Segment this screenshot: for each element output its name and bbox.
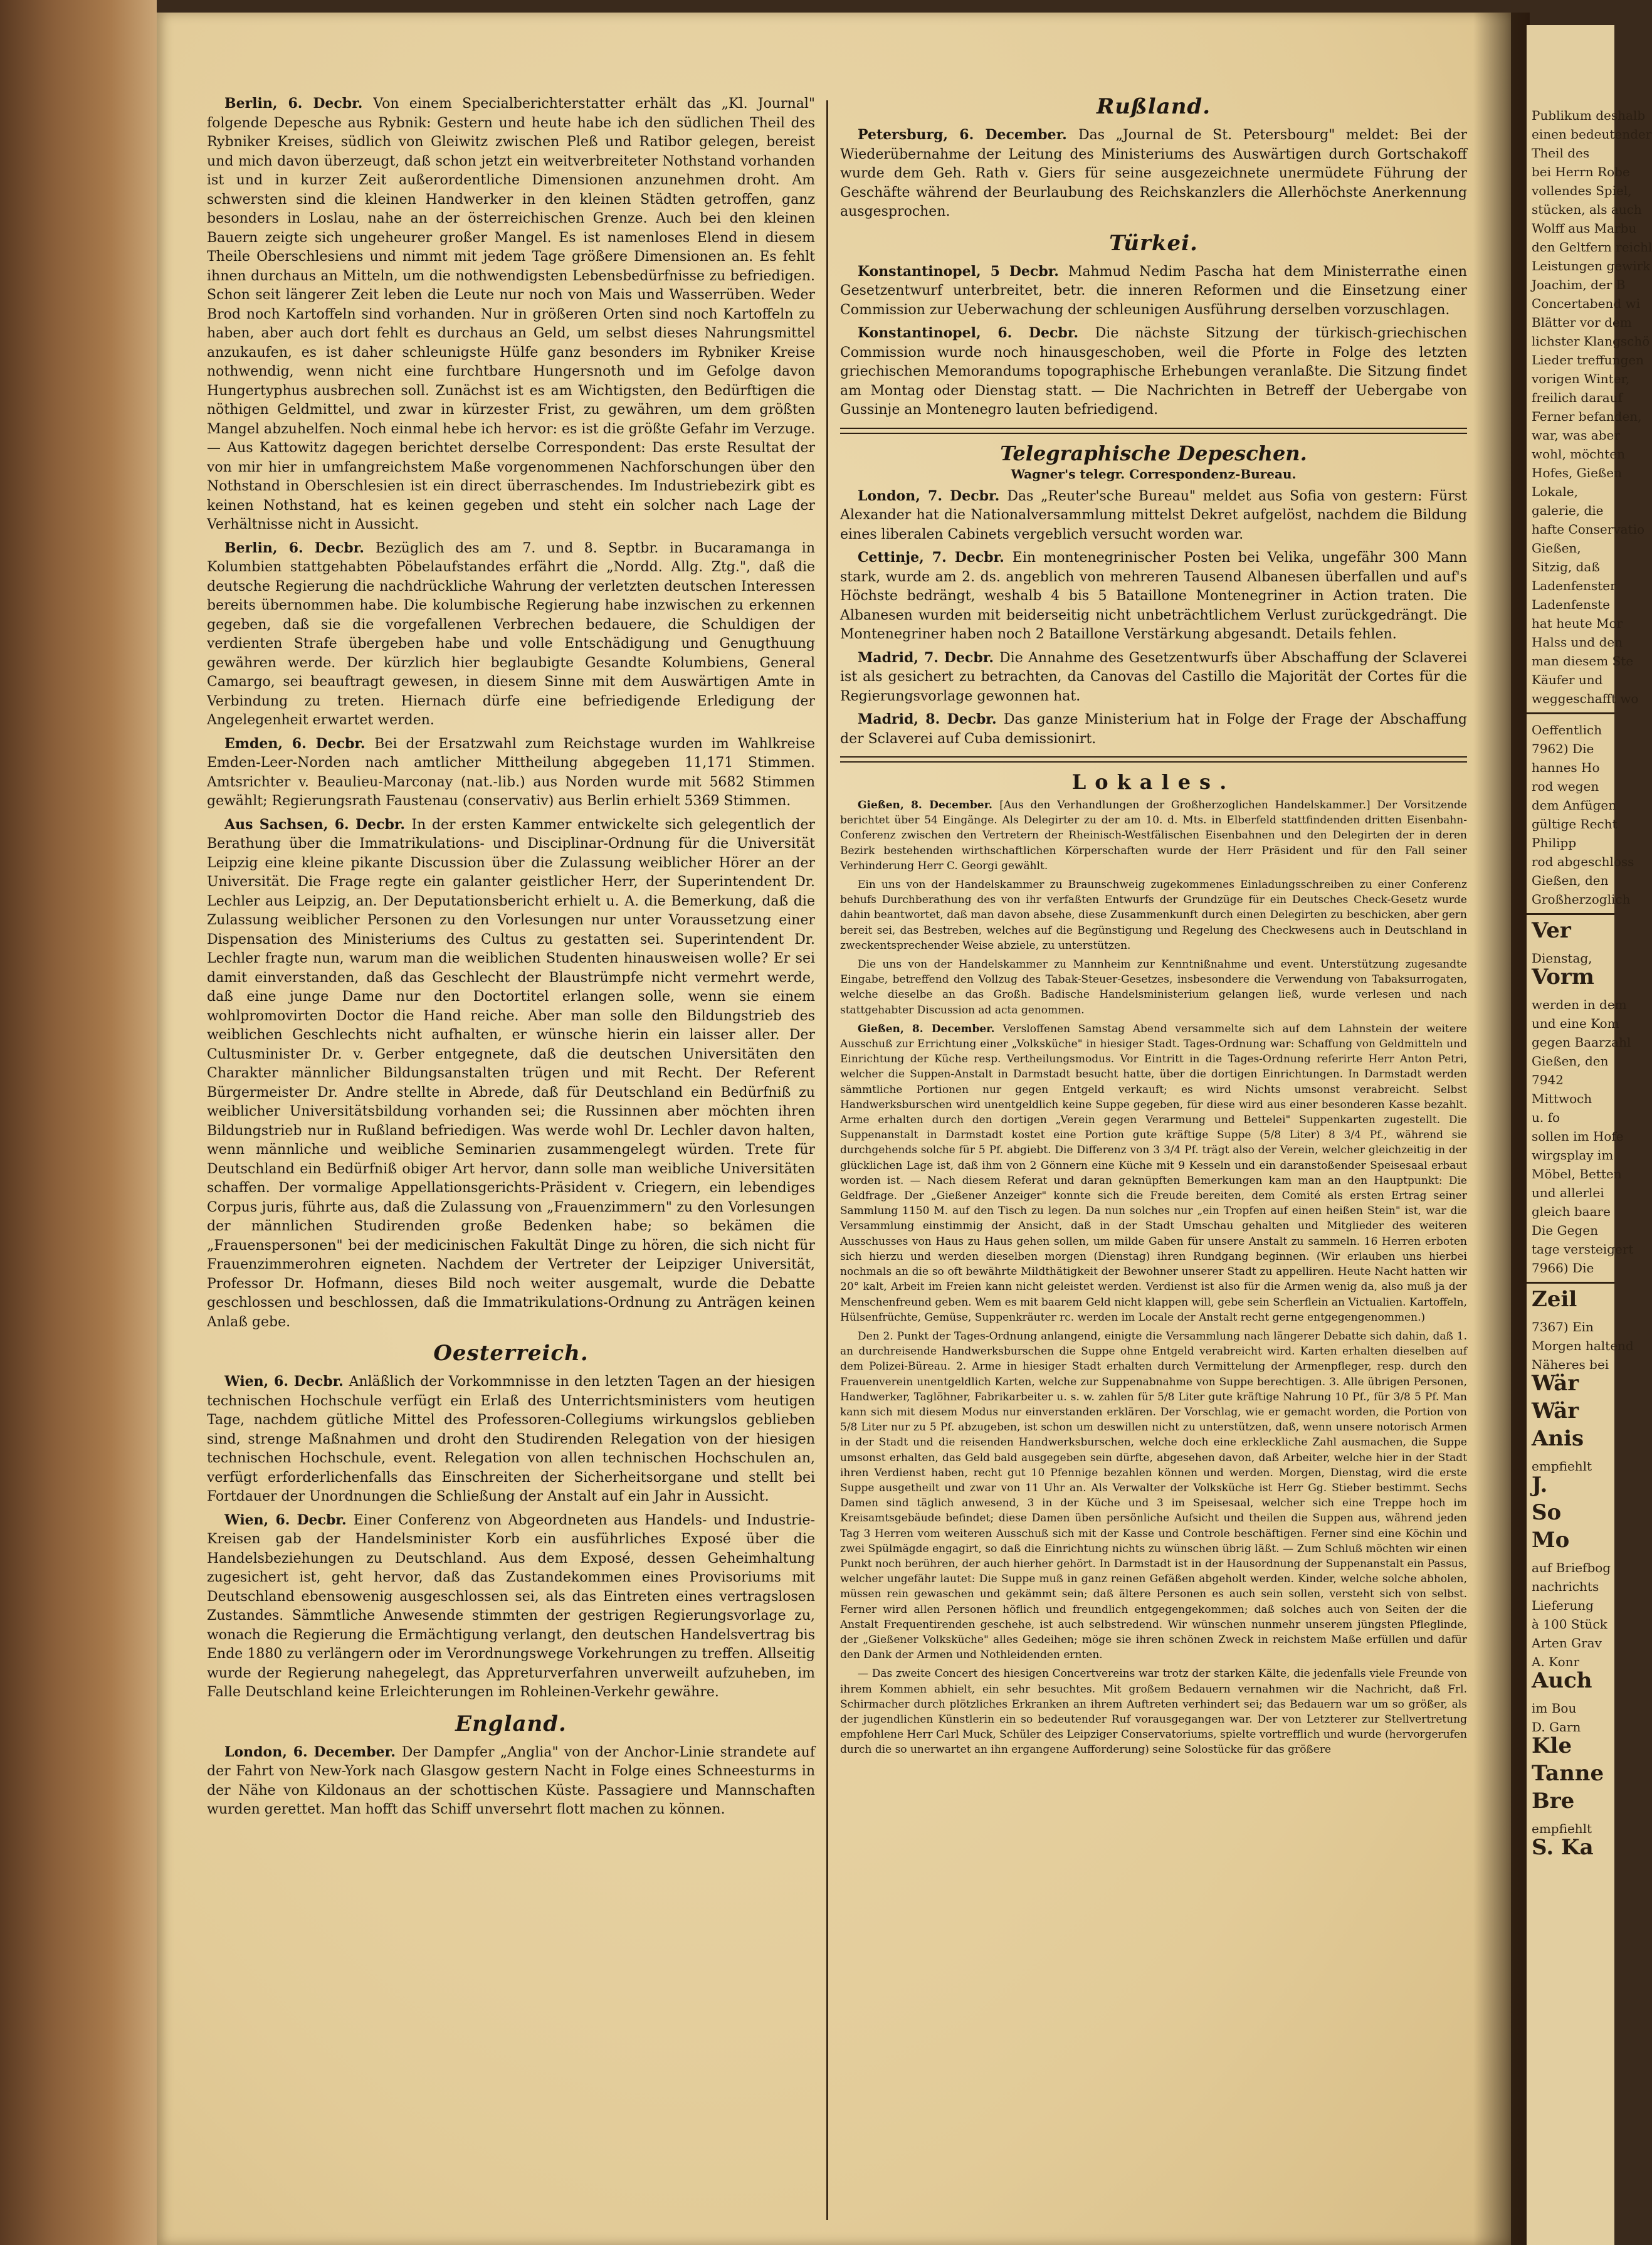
- adjacent-page-text: werden in dem: [1532, 997, 1627, 1012]
- news-paragraph: [840, 957, 1467, 1018]
- adjacent-page-text: Anis: [1532, 1426, 1584, 1451]
- adjacent-page-text: Hofes, Gießen: [1532, 465, 1622, 480]
- adjacent-page-text: Gießen, den: [1532, 1054, 1609, 1069]
- adjacent-page-text: u. fo: [1532, 1110, 1560, 1125]
- adjacent-page-text: tage versteigert: [1532, 1242, 1634, 1257]
- adjacent-page-text: Sitzig, daß: [1532, 559, 1600, 574]
- adjacent-page-text: Bre: [1532, 1788, 1575, 1814]
- news-paragraph: [207, 539, 815, 731]
- dateline: Petersburg, 6. December.: [858, 127, 1078, 143]
- paragraph-text: Das ganze Ministerium hat in Folge der Frage der Abschaffung der Sclaverei auf Cuba demissionirt.: [840, 712, 1467, 747]
- adjacent-page-text: hannes Ho: [1532, 760, 1600, 775]
- adjacent-page-text: lichster Klangschö: [1532, 334, 1650, 349]
- adjacent-page-text: auf Briefbog: [1532, 1560, 1611, 1575]
- adjacent-page-text: man diesem Ste: [1532, 653, 1634, 668]
- adjacent-page-text: Morgen haltend: [1532, 1338, 1634, 1353]
- adjacent-page-text: gültige Recht: [1532, 816, 1618, 832]
- adjacent-page-rule: [1527, 913, 1614, 915]
- dateline: London, 6. December.: [224, 1743, 402, 1760]
- dateline: Wien, 6. Decbr.: [224, 1373, 349, 1390]
- news-paragraph: [840, 487, 1467, 545]
- adjacent-page-text: 7942: [1532, 1072, 1564, 1087]
- section-divider: [840, 756, 1467, 763]
- adjacent-page-text: Joachim, der B: [1532, 277, 1626, 292]
- adjacent-page-text: und allerlei: [1532, 1185, 1604, 1200]
- middle-column: [840, 94, 1467, 1762]
- paragraph-text: Versloffenen Samstag Abend versammelte sich auf dem Lahnstein der weitere Ausschuß zur Errichtung einer „Volksküche" in hiesiger Stadt. Tages-Ordnung war: Schaffung von Geldmitteln und Einrichtung der Küche resp. Vertheilungsmodus. Vor Eintritt in die Tages-Ordnung referirte Herr Anton Petri, welcher die Suppen-Anstalt in Darmstadt besucht hatte, über die dortigen Einrichtungen. In Darmstadt werden sämmtliche Portionen nur gegen Entgeld verkauft; es wird Nichts umsonst verabreicht. Selbst Handwerksburschen wird unentgeldlich keine Suppe gegeben, für diese wird aus einer besonderen Kasse bezahlt. Arme erhalten durch den dortigen „Verein gegen Verarmung und Bettelei" Suppenkarten zugestellt. Die Suppenanstalt in Darmstadt kostet eine Portion gute kräftige Suppe (5/8 Liter) 8 3/4 Pf., während sie durchgehends solche für 5 Pf. abgiebt. Die Differenz von 3 3/4 Pf. trägt also der Verein, welcher gleichzeitig in der glücklichen Lage ist, daß ihm von 2 Gönnern eine Küche mit 9 Kesseln und ein daranstoßender Speisesaal erbaut worden ist. — Nach diesem Referat und daran geknüpften Bemerkungen kam man an den Hauptpunkt: Die Geldfrage. Der „Gießener Anzeiger" konnte sich die Freude bereiten, dem Comité als ersten Ertrag seiner Sammlung 1150 M. auf den Tisch zu legen. Da nun solches nur „ein Tropfen auf einen heißen Stein" ist, war die Versammlung einstimmig der Ansicht, daß in der Stadt Umschau gehalten und Mitglieder des weiteren Ausschusses von Haus zu Haus gehen sollen, um milde Gaben für unsere Anstalt zu sammeln. 16 Herren erboten sich hierzu und werden dieselben morgen (Dienstag) ihren Rundgang beginnen. (Wir erlauben uns hierbei nochmals an die so oft bewährte Mildthätigkeit der Bewohner unserer Stadt zu appelliren. Heute Nacht hatten wir 20° kalt, Arbeit im Freien kann nicht geleistet werden. Verdienst ist also für die Armen wenig da, also muß ja der Menschenfreund geben. Wem es mit baarem Geld nicht klappen will, gebe sein Scherflein an Victualien. Kartoffeln, Hülsenfrüchte, Gemüse, Suppenkräuter rc. werden im Locale der Anstalt recht gerne entgegengenommen.): [840, 1022, 1467, 1324]
- adjacent-page-text: wirgsplay im: [1532, 1148, 1614, 1163]
- adjacent-page-text: Wolff aus Marbu: [1532, 221, 1637, 236]
- dateline: Berlin, 6. Decbr.: [224, 539, 376, 556]
- section-heading-oesterreich: Oesterreich.: [433, 1341, 589, 1366]
- dateline: Gießen, 8. December.: [858, 1022, 1003, 1035]
- adjacent-page-text: A. Konr: [1532, 1654, 1580, 1669]
- adjacent-page-text: So: [1532, 1500, 1562, 1525]
- adjacent-page-text: Vorm: [1532, 964, 1594, 990]
- adjacent-page-text: rod abgeschloss: [1532, 854, 1634, 869]
- telegraphische-paragraphs: [840, 487, 1467, 749]
- left-column: [207, 94, 815, 1824]
- paragraph-text: In der ersten Kammer entwickelte sich gelegentlich der Berathung über die Immatrikulations- und Disciplinar-Ordnung für die Universität Leipzig eine kleine pikante Discussion über die Zulassung weiblicher Hörer an der Universität. Die Frage regte ein galanter geistlicher Herr, der Superintendent Dr. Lechler aus Leipzig, an. Der Deputationsbericht erhielt u. A. die Bemerkung, daß die Zulassung weiblicher Personen zu den Vorlesungen nur unter Voraussetzung einer Dispensation des Ministeriums des Cultus zu gestatten sei. Superintendent Dr. Lechler fragte nun, warum man die weiblichen Studenten hinausweisen wolle? Er sei damit einverstanden, daß das Geschlecht der Blaustrümpfe nicht vermehrt werde, daß eine junge Dame nur den Doctortitel erlangen solle, wenn sie einem wohlpromovirten Doctor die Hand reiche. Aber man solle den Bildungstrieb des weiblichen Geschlechts nicht aufhalten, er wünsche hierin ein laisser aller. Der Cultusminister Dr. v. Gerber entgegnete, daß die deutschen Universitäten den Charakter männlicher Bildungsanstalten trügen und mit Recht. Der Referent Bürgermeister Dr. Andre stellte in Abrede, daß für Deutschland ein Bedürfniß zu weiblicher Universitätsbildung vorhanden sei; die Russinnen aber möchten ihren Bildungstrieb nur in Rußland befriedigen. Was werde wohl Dr. Lechler davon halten, wenn männliche und weibliche Seminarien zusammengelegt würden. Trete für Deutschland ein Bedürfniß obiger Art hervor, dann solle man weibliche Universitäten schaffen. Der vormalige Appellationsgerichts-Präsident v. Criegern, ein lebendiges Corpus juris, führte aus, daß die Zulassung von „Frauenzimmern" zu den Vorlesungen der männlichen Studirenden große Bedenken habe; so bekämen die „Frauenspersonen" bei der medicinischen Fakultät Dinge zu hören, die sich nicht für Frauenzimmerohren eigneten. Nachdem der Vertreter der Leipziger Universität, Professor Dr. Hofmann, dieses Bild noch weiter ausgemalt, wurde die Debatte geschlossen und beschlossen, daß die Immatrikulations-Ordnung zu Anträgen keinen Anlaß gebe.: [207, 816, 815, 1330]
- adjacent-page-text: Arten Grav: [1532, 1635, 1602, 1651]
- paragraph-text: Das „Journal de St. Petersbourg" meldet: Bei der Wiederübernahme der Leitung des Ministeriums des Auswärtigen durch Gortschakoff wurde dem Geh. Rath v. Giers für seine ausgezeichnete unermüdete Führung der Geschäfte während der Beurlaubung des Reichskanzlers die Allerhöchste Anerkennung ausgesprochen.: [840, 127, 1467, 219]
- section-divider: [840, 428, 1467, 434]
- paragraph-text: Von einem Specialberichterstatter erhält das „Kl. Journal" folgende Depesche aus Rybnik: Gestern und heute habe ich den südlichen Theil des Rybniker Kreises, südlich von Gleiwitz zwischen Pleß und Ratibor gelegen, bereist und mich davon überzeugt, daß schon jetzt ein weitverbreiteter Nothstand vorhanden ist und in kurzer Zeit außerordentliche Dimensionen anzunehmen droht. Am schwersten sind die kleinen Handwerker in den kleinen Städten getroffen, ganz besonders in Loslau, nahe an der österreichischen Grenze. Auch bei den kleinen Bauern zeigte sich ungeheurer großer Mangel. Es ist namenloses Elend in diesem Theile Oberschlesiens und nimmt mit jedem Tage größere Dimensionen an. Es fehlt ihnen durchaus an Mitteln, um die nothwendigsten Lebensbedürfnisse zu befriedigen. Schon seit längerer Zeit leben die Leute nur noch von Mais und Wasserrüben. Weder Brod noch Kartoffeln sind vorhanden. Nur in größeren Orten sind noch Kartoffeln zu haben, aber auch dort fehlt es durchaus an Geld, um selbst dieses Nahrungsmittel anzukaufen, es ist daher schleunigste Hülfe ganz besonders im Rybniker Kreise nothwendig, wenn nicht eine furchtbare Hungersnoth und im Gefolge davon Hungertyphus ausbrechen soll. Zunächst ist es am Wichtigsten, den Bedürftigen die nöthigen Geldmittel, und zwar in kürzester Frist, zu gewähren, um dem größten Mangel abzuhelfen. Noch einmal hebe ich hervor: es ist die größte Gefahr im Verzuge. — Aus Kattowitz dagegen berichtet derselbe Correspondent: Das erste Resultat der von mir hier in umfangreichstem Maße vorgenommenen Nachforschungen über den Nothstand in Oberschlesien ist ein direct überraschendes. Im Industriebezirk gibt es keinen Nothstand, hat es keinen gegeben und steht ein solcher nach Lage der Verhältnisse nicht in Aussicht.: [207, 96, 815, 532]
- paragraph-text: Die uns von der Handelskammer zu Mannheim zur Kenntnißnahme und event. Unterstützung zugesandte Eingabe, betreffend den Vollzug des Tabak-Steuer-Gesetzes, insbesondere die Verwendung von Tabaksurrogaten, welche dieselbe an das Großh. Badische Handelsministerium gelangen ließ, wurde verlesen und nach stattgehabter Discussion ad acta genommen.: [840, 958, 1467, 1017]
- adjacent-page-text: Zeil: [1532, 1287, 1577, 1312]
- adjacent-page-text: hat heute Mor: [1532, 616, 1623, 631]
- adjacent-page-rule: [1527, 1282, 1614, 1284]
- section-heading-lokales: Lokales.: [1071, 770, 1236, 794]
- news-paragraph: [840, 648, 1467, 707]
- paragraph-text: Ein uns von der Handelskammer zu Braunschweig zugekommenes Einladungsschreiben zu einer Conferenz behufs Durchberathung des von ihr verfaßten Entwurfs der Grundzüge für ein Deutsches Check-Gesetz wurde dahin beantwortet, daß man davon absehe, diese Zusammenkunft durch einen Delegirten zu beschicken, aber gern bereit sei, das Bestreben, welches auf die Begünstigung und Regelung des Checkwesens auch in Deutschland in zweckentsprechender Weise abziele, zu unterstützen.: [840, 879, 1467, 952]
- news-paragraph: [840, 798, 1467, 874]
- adjacent-page-text: Ferner befanden,: [1532, 409, 1642, 424]
- paragraph-text: Das „Reuter'sche Bureau" meldet aus Sofia von gestern: Fürst Alexander hat die Nationalversammlung mittelst Dekret aufgelöst, nachdem die Bildung eines liberalen Cabinets vergeblich versucht worden war.: [840, 488, 1467, 542]
- adjacent-page-text: sollen im Hofe: [1532, 1129, 1624, 1144]
- paragraph-text: Der Dampfer „Anglia" von der Anchor-Linie strandete auf der Fahrt von New-York nach Glasgow gestern Nacht in Folge eines Schneesturms in der Nähe von Kildonaus an der schottischen Küste. Passagiere und Mannschaften wurden gerettet. Man hofft das Schiff unversehrt flott machen zu können.: [207, 1744, 815, 1817]
- dateline: London, 7. Decbr.: [858, 487, 1008, 504]
- adjacent-page-text: war, was aber: [1532, 428, 1620, 443]
- adjacent-page-text: J.: [1532, 1472, 1548, 1498]
- adjacent-page-text: D. Garn: [1532, 1719, 1581, 1735]
- section-heading-tuerkei: Türkei.: [1109, 230, 1198, 256]
- adjacent-page-text: Auch: [1532, 1668, 1592, 1693]
- adjacent-page-text: Halss und den: [1532, 635, 1623, 650]
- adjacent-page-text: Blätter vor dem: [1532, 315, 1632, 330]
- dateline: Aus Sachsen, 6. Decbr.: [224, 816, 412, 833]
- adjacent-page-text: Leistungen gewirk: [1532, 258, 1651, 273]
- dateline: Gießen, 8. December.: [858, 799, 1000, 811]
- adjacent-page-text: weggeschafft wo: [1532, 691, 1639, 706]
- adjacent-page-text: Ladenfenster: [1532, 578, 1616, 593]
- page-gutter-shadow: [1473, 13, 1530, 2245]
- adjacent-page-rule: [1527, 712, 1614, 714]
- section-heading-telegraphische: Telegraphische Depeschen.: [1000, 441, 1307, 465]
- adjacent-page-text: Tanne: [1532, 1761, 1604, 1786]
- adjacent-page-text: und eine Kom: [1532, 1016, 1619, 1031]
- paragraph-text: Einer Conferenz von Abgeordneten aus Handels- und Industrie-Kreisen gab der Handelsminister Korb ein ausführliches Exposé über die Handelsbeziehungen zu Deutschland. Aus dem Exposé, dessen Geheimhaltung zugesichert ist, geht hervor, daß das Zustandekommen eines Provisoriums mit Deutschland ebensowenig ausgeschlossen sei, als das Eintreten eines vertragslosen Zustandes. Sämmtliche Anwesende stimmten der gestrigen Regierungsvorlage zu, wonach die Regierung die Ermächtigung verlangt, den deutschen Handelsvertrag bis Ende 1880 zu verlängern oder im Verordnungswege Vorkehrungen zu treffen. Allseitig wurde der Regierung nahegelegt, das Appreturverfahren unverweilt aufzuheben, im Falle Deutschland keine Erleichterungen im Rohleinen-Verkehr gewähre.: [207, 1512, 816, 1700]
- paragraph-text: Bei der Ersatzwahl zum Reichstage wurden im Wahlkreise Emden-Leer-Norden nach amtlicher Mittheilung abgegeben 11,171 Stimmen. Amtsrichter v. Beaulieu-Marconay (nat.-lib.) aus Norden wurde mit 5682 Stimmen gewählt; Regierungsrath Faustenau (conservativ) aus Berlin erhielt 5369 Stimmen.: [207, 736, 815, 809]
- adjacent-page-text: Lieder treffungen: [1532, 352, 1644, 367]
- column-rule: [826, 100, 828, 2220]
- paragraph-text: Den 2. Punkt der Tages-Ordnung anlangend, einigte die Versammlung nach längerer Debatte sich dahin, daß 1. an durchreisende Handwerksburschen die Suppe ohne Entgeld verabreicht wird. Karten erhalten dieselben auf dem Polizei-Büreau. 2. Arme in hiesiger Stadt erhalten durch Vermittelung der Armenpfleger, resp. durch den Frauenverein unentgeldlich Karten, welche zur Suppenabnahme von Suppe berechtigen. 3. Alle übrigen Personen, Handwerker, Taglöhner, Fabrikarbeiter u. s. w. zahlen für 5/8 Liter gute kräftige Nahrung 10 Pf., für 3/8 5 Pf. Man kann sich mit diesem Modus nur einverstanden erklären. Der Vorschlag, wie er gemacht worden, die Portion von 5/8 Liter nur zu 5 Pf. abzugeben, ist schon um deswillen nicht zu unterstützen, daß, wenn unsere notorisch Armen in der Stadt und die reisenden Handwerksburschen, welche doch eine erkleckliche Zahl ausmachen, die Suppe umsonst erhalten, das Geld bald ausgegeben sein dürfte, abgesehen davon, daß Arbeiter, welche hier in der Stadt ihren Verdienst haben, recht gut 10 Pfennige bezahlen können und werden. Morgen, Dienstag, wird die erste Suppe ausgetheilt und zwar von 11 Uhr an. Als Verwalter der Volksküche ist Herr Gg. Stieber bestimmt. Sechs Damen sind täglich anwesend, 3 in der Küche und 3 im Speisesaal, welcher sich eine Treppe hoch im Kreisamtsgebäude befindet; diese Damen üben persönliche Aufsicht und theilen die Suppen aus, während jeden Tag 3 Herren vom weiteren Ausschuß sich mit der Kasse und Controle beschäftigen. Ferner sind eine Köchin und zwei Spülmägde engagirt, so daß die Einrichtung nichts zu wünschen übrig läßt. — Zum Schluß möchten wir einen Punkt noch berühren, der auch hierher gehört. In Darmstadt ist in der Hausordnung der Suppenanstalt ein Passus, welcher ungefähr lautet: Die Suppe muß in ganz reinen Gefäßen abgeholt werden. Kinder, welche solche abholen, müssen rein gewaschen und gekämmt sein; daß ältere Personen es auch sein sollen, versteht sich von selbst. Ferner wird allen Personen höflich und freundlich entgegengekommen; daß solches auch von Seiten der die Anstalt Frequentirenden geschehe, ist auch selbstredend. Wir wünschen nunmehr unserem jüngsten Pfleglinde, der „Gießener Volksküche" alles Gedeihen; möge sie ihren schönen Zweck in reichstem Maße erfüllen und dafür den Dank der Armen und Nothleidenden ernten.: [840, 1329, 1467, 1662]
- adjacent-page-text: à 100 Stück: [1532, 1617, 1607, 1632]
- paragraph-text: — Das zweite Concert des hiesigen Concertvereins war trotz der starken Kälte, die jedenfalls viele Freunde von ihrem Kommen abhielt, ein sehr besuchtes. Mit großem Bedauern vernahmen wir die Nachricht, daß Frl. Schirmacher durch plötzliches Erkranken an ihrem Auftreten verhindert sei; das Bedauern war um so größer, als der jugendlichen Künstlerin ein so bedeutender Ruf vorausgegangen war. Der von Letzterer zur Stellvertretung empfohlene Herr Carl Muck, Schüler des Leipziger Conservatoriums, spielte vortrefflich und wurde (hervorgerufen durch die so unerwartet an ihn ergangene Aufforderung) seine Solostücke für das größere: [840, 1667, 1467, 1756]
- news-paragraph: [207, 1372, 815, 1507]
- adjacent-page-text: vollendes Spiel,: [1532, 183, 1632, 198]
- news-paragraph: [840, 262, 1467, 320]
- adjacent-page-text: Oeffentlich: [1532, 722, 1602, 737]
- adjacent-page-text: Wär: [1532, 1371, 1579, 1396]
- paragraph-text: Mahmud Nedim Pascha hat dem Ministerrathe einen Gesetzentwurf unterbreitet, betr. die inneren Reformen und die Einsetzung einer Commission zur Ueberwachung der schleunigen Ausführung derselben vorzuschlagen.: [840, 263, 1468, 318]
- paragraph-text: Bezüglich des am 7. und 8. Septbr. in Bucaramanga in Kolumbien stattgehabten Pöbelaufstandes erfährt die „Nordd. Allg. Ztg.", daß die deutsche Regierung die nachdrückliche Wahrung der verletzten deutschen Interessen bereits übernommen habe. Die kolumbische Regierung habe inzwischen zu erkennen gegeben, daß sie die vorgefallenen Verbrechen bedauere, die Schuldigen der verdienten Strafe übergeben habe und volle Entschädigung und Genugthuung gewähren werde. Der kürzlich hier beglaubigte Gesandte Kolumbiens, General Camargo, sei beauftragt gewesen, in diesem Sinne mit dem Auswärtigen Amte in Verbindung zu treten. Hiernach dürfe eine befriedigende Erledigung der Angelegenheit erwartet werden.: [207, 540, 815, 728]
- adjacent-page-text: Theil des: [1532, 145, 1590, 161]
- dateline: Berlin, 6. Decbr.: [224, 95, 374, 112]
- dateline: Wien, 6. Decbr.: [224, 1511, 354, 1528]
- news-paragraph: [207, 815, 815, 1333]
- paragraph-text: Anläßlich der Vorkommnisse in den letzten Tagen an der hiesigen technischen Hochschule verfügt ein Erlaß des Unterrichtsministers vom heutigen Tage, nachdem gütliche Mittel des Professoren-Collegiums wirkungslos geblieben sind, strenge Maßnahmen und droht den Studirenden Relegation von der hiesigen technischen Hochschule, event. Relegation von allen technischen Hochschulen an, verfügt erforderlichenfalls das Einschreiten der Sicherheitsorgane und stellt bei Fortdauer der Unordnungen die Schließung der Anstalt auf ein Jahr in Aussicht.: [207, 1374, 815, 1504]
- russland-paragraphs: [840, 125, 1467, 222]
- news-paragraph: [207, 94, 815, 535]
- adjacent-page-text: S. Ka: [1532, 1835, 1594, 1860]
- news-paragraph: [840, 1666, 1467, 1757]
- oesterreich-paragraphs: [207, 1372, 815, 1703]
- adjacent-page-text: einen bedeutender: [1532, 127, 1652, 142]
- section-heading-england: England.: [455, 1711, 567, 1736]
- news-paragraph: [840, 548, 1467, 645]
- adjacent-page-text: freilich darauf: [1532, 390, 1623, 405]
- adjacent-page-text: Dienstag,: [1532, 951, 1592, 966]
- news-paragraph: [207, 734, 815, 811]
- adjacent-page-text: Kle: [1532, 1733, 1572, 1758]
- dateline: Madrid, 8. Decbr.: [858, 711, 1004, 727]
- adjacent-page-text: gleich baare: [1532, 1204, 1611, 1219]
- adjacent-page-text: im Bou: [1532, 1701, 1577, 1716]
- adjacent-page-text: empfiehlt: [1532, 1459, 1592, 1474]
- section-heading-russland: Rußland.: [1096, 94, 1211, 119]
- adjacent-page-text: empfiehlt: [1532, 1821, 1592, 1836]
- telegraph-bureau-subheading: Wagner's telegr. Correspondenz-Bureau.: [1011, 466, 1297, 482]
- adjacent-page-text: Wär: [1532, 1398, 1579, 1424]
- dateline: Madrid, 7. Decbr.: [858, 649, 1000, 666]
- book-binding: [0, 0, 157, 2245]
- lokales-paragraphs: [840, 798, 1467, 1758]
- paragraph-text: Ein montenegrinischer Posten bei Velika, ungefähr 300 Mann stark, wurde am 2. ds. angeblich von mehreren Tausend Albanesen überfallen und auf's Höchste bedrängt, weshalb 4 bis 5 Bataillone Montenegriner in Action traten. Die Albanesen wurden mit beiderseitig nicht unbeträchtlichem Verlust zurückgedrängt. Die Montenegriner haben noch 2 Bataillone Verstärkung abgesandt. Details fehlen.: [840, 550, 1468, 642]
- news-paragraph: [207, 1511, 815, 1703]
- adjacent-page-text: Lokale,: [1532, 484, 1578, 499]
- adjacent-page-text: 7367) Ein: [1532, 1319, 1594, 1334]
- tuerkei-paragraphs: [840, 262, 1467, 420]
- adjacent-page-text: Käufer und: [1532, 672, 1603, 687]
- paragraph-text: Die nächste Sitzung der türkisch-griechischen Commission wurde noch hinausgeschoben, weil die Pforte in Folge des letzten griechischen Memorandums topographische Erhebungen veranlaßte. Die Sitzung findet am Montag oder Dienstag statt. — Die Nachrichten in Betreff der Uebergabe von Gussinje an Montenegro lauten befriedigend.: [840, 325, 1467, 418]
- england-paragraphs: [207, 1743, 815, 1820]
- adjacent-page-text: gegen Baarzahl: [1532, 1035, 1631, 1050]
- adjacent-page-text: nachrichts: [1532, 1579, 1599, 1594]
- adjacent-page-text: Gießen, den: [1532, 873, 1609, 888]
- adjacent-page-text: Concertabend wi: [1532, 296, 1640, 311]
- adjacent-page-text: Die Gegen: [1532, 1223, 1598, 1238]
- adjacent-page-text: 7966) Die: [1532, 1260, 1594, 1276]
- adjacent-page-text: Möbel, Betten: [1532, 1166, 1622, 1181]
- news-paragraph: [840, 125, 1467, 222]
- adjacent-page-text: den Geltfern reichl: [1532, 240, 1652, 255]
- dateline: Emden, 6. Decbr.: [224, 735, 375, 752]
- paragraph-text: Die Annahme des Gesetzentwurfs über Abschaffung der Sclaverei ist als gesichert zu betrachten, da Canovas del Castillo die Majorität der Cortes für die Regierungsvorlage gewonnen hat.: [840, 650, 1467, 704]
- adjacent-page-text: Ver: [1532, 918, 1571, 943]
- adjacent-page-text: Näheres bei: [1532, 1357, 1609, 1372]
- news-paragraph: [207, 1743, 815, 1820]
- adjacent-page-text: hafte Conservatio: [1532, 522, 1645, 537]
- adjacent-page-text: Großherzoglich: [1532, 892, 1631, 907]
- adjacent-page-text: Publikum deshalb: [1532, 108, 1646, 123]
- dateline: Konstantinopel, 5 Decbr.: [858, 263, 1068, 280]
- dateline: Cettinje, 7. Decbr.: [858, 549, 1013, 566]
- adjacent-page-text: Mo: [1532, 1528, 1570, 1553]
- adjacent-page-text: Lieferung: [1532, 1598, 1594, 1613]
- adjacent-page-text: Gießen,: [1532, 541, 1581, 556]
- news-paragraph: [840, 710, 1467, 749]
- adjacent-page-text: Ladenfenste: [1532, 597, 1610, 612]
- adjacent-page-text: galerie, die: [1532, 503, 1604, 518]
- adjacent-page-text: rod wegen: [1532, 779, 1599, 794]
- left-news-paragraphs: [207, 94, 815, 1332]
- paragraph-text: [Aus den Verhandlungen der Großherzoglichen Handelskammer.] Der Vorsitzende berichtet über 54 Eingänge. Als Delegirter zu der am 10. d. Mts. in Elberfeld stattfindenden dritten Eisenbahn-Conferenz zwischen den Vertretern der Rheinisch-Westfälischen Eisenbahnen und den Delegirten der in deren Bezirk bestehenden wirthschaftlichen Körperschaften wurde der Herr Präsident und für den Fall seiner Verhinderung Herr C. Georgi gewählt.: [840, 799, 1467, 872]
- adjacent-page-text: Mittwoch: [1532, 1091, 1592, 1106]
- news-paragraph: [840, 1329, 1467, 1662]
- adjacent-page-text: Philipp: [1532, 835, 1577, 850]
- news-paragraph: [840, 1022, 1467, 1325]
- adjacent-page-text: dem Anfügen: [1532, 798, 1617, 813]
- news-paragraph: [840, 877, 1467, 953]
- adjacent-page-text: stücken, als auch: [1532, 202, 1642, 217]
- adjacent-page-text: vorigen Winter,: [1532, 371, 1630, 386]
- dateline: Konstantinopel, 6. Decbr.: [858, 325, 1095, 341]
- adjacent-page-fragment: [1527, 25, 1652, 2245]
- adjacent-page-text: wohl, möchten: [1532, 446, 1625, 462]
- adjacent-page-text: bei Herrn Robe: [1532, 164, 1630, 179]
- news-paragraph: [840, 324, 1467, 420]
- adjacent-page-text: 7962) Die: [1532, 741, 1594, 756]
